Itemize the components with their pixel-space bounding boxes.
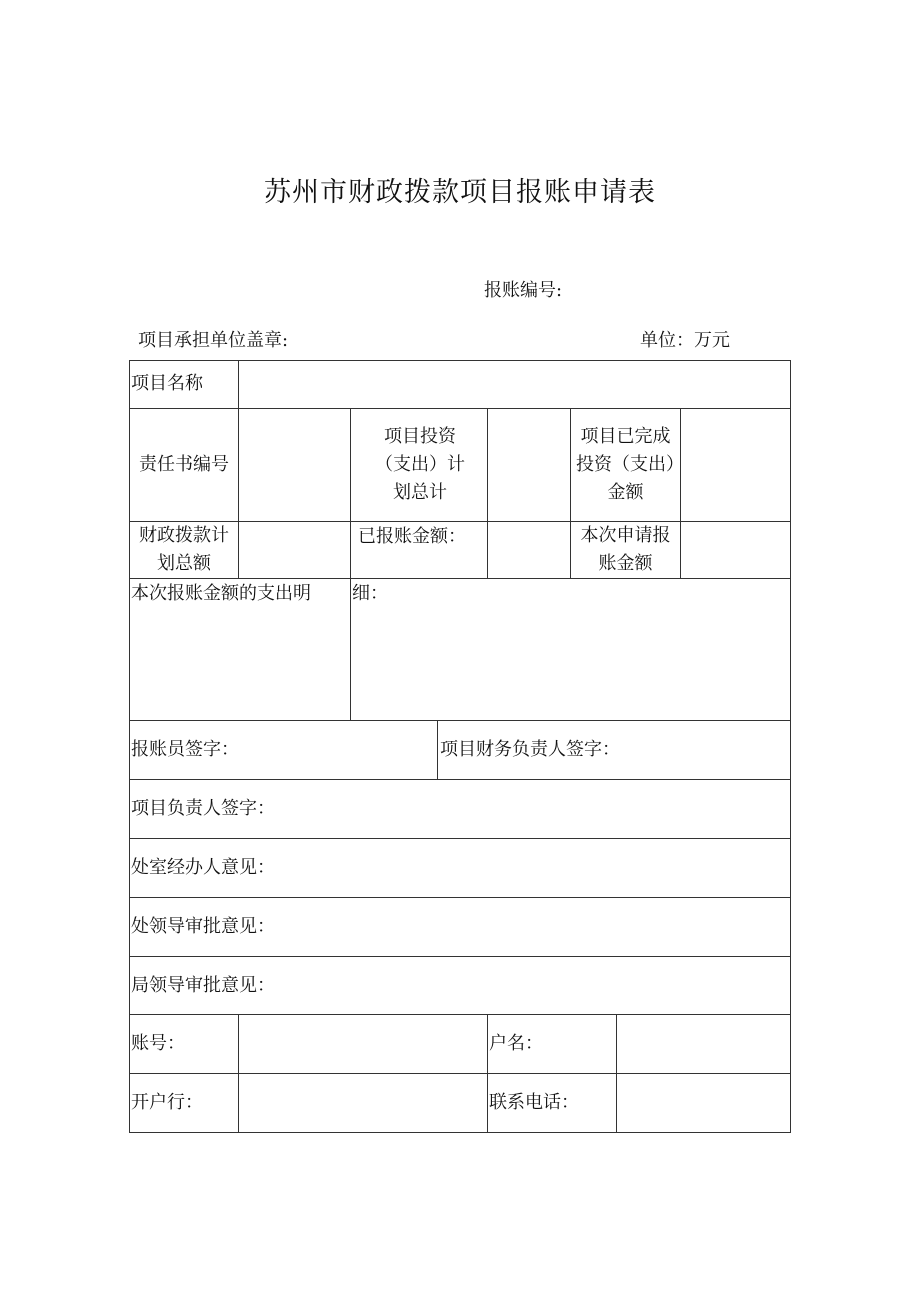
completed-investment-field[interactable] <box>681 409 789 521</box>
bank-label: 开户行： <box>131 1092 203 1113</box>
completed-investment-label: 项目已完成投资（支出）金额 <box>576 426 675 503</box>
account-name-label: 户名： <box>489 1033 543 1054</box>
table-divider <box>487 1014 488 1132</box>
project-name-label: 项目名称 <box>131 373 203 394</box>
table-divider <box>350 408 351 578</box>
bookkeeper-signature-label: 报账员签字： <box>131 739 239 760</box>
division-leader-opinion-label: 处领导审批意见： <box>131 916 275 937</box>
expenditure-detail-label: 本次报账金额的支出明 <box>131 583 311 604</box>
fiscal-plan-total-field[interactable] <box>239 522 349 578</box>
finance-head-signature-label: 项目财务负责人签字： <box>440 739 620 760</box>
currency-unit-label: 单位：万元 <box>640 330 730 351</box>
reimbursement-number-label: 报账编号: <box>484 280 563 301</box>
reimbursed-amount-field[interactable] <box>488 522 569 578</box>
contact-phone-label: 联系电话： <box>489 1092 579 1113</box>
responsibility-doc-no-label: 责任书编号 <box>139 454 229 475</box>
expenditure-detail-label-continued: 细： <box>352 583 388 604</box>
unit-seal-label: 项目承担单位盖章: <box>138 330 289 351</box>
table-border-bottom <box>129 1132 791 1133</box>
table-border-right <box>790 360 791 1133</box>
responsibility-doc-no-field[interactable] <box>239 409 349 521</box>
form-title: 苏州市财政拨款项目报账申请表 <box>264 177 656 208</box>
current-request-amount-field[interactable] <box>681 522 789 578</box>
contact-phone-field[interactable] <box>617 1074 789 1132</box>
table-divider <box>437 720 438 779</box>
division-staff-opinion-label: 处室经办人意见： <box>131 857 275 878</box>
bureau-leader-opinion-label: 局领导审批意见： <box>131 974 275 996</box>
table-divider <box>570 408 571 578</box>
account-number-label: 账号： <box>131 1033 185 1054</box>
table-divider <box>129 578 791 579</box>
reimbursed-amount-label: 已报账金额： <box>358 526 466 547</box>
project-name-field[interactable] <box>239 361 789 407</box>
planned-investment-total-field[interactable] <box>488 409 569 521</box>
account-number-field[interactable] <box>239 1015 486 1073</box>
fiscal-plan-total-label: 财政拨款计划总额 <box>139 525 229 574</box>
account-name-field[interactable] <box>617 1015 789 1073</box>
current-request-amount-label: 本次申请报账金额 <box>580 525 671 574</box>
expenditure-detail-field[interactable] <box>351 610 789 719</box>
project-head-signature-label: 项目负责人签字： <box>131 798 275 819</box>
bank-field[interactable] <box>239 1074 486 1132</box>
planned-investment-total-label: 项目投资（支出）计划总计 <box>375 426 465 503</box>
